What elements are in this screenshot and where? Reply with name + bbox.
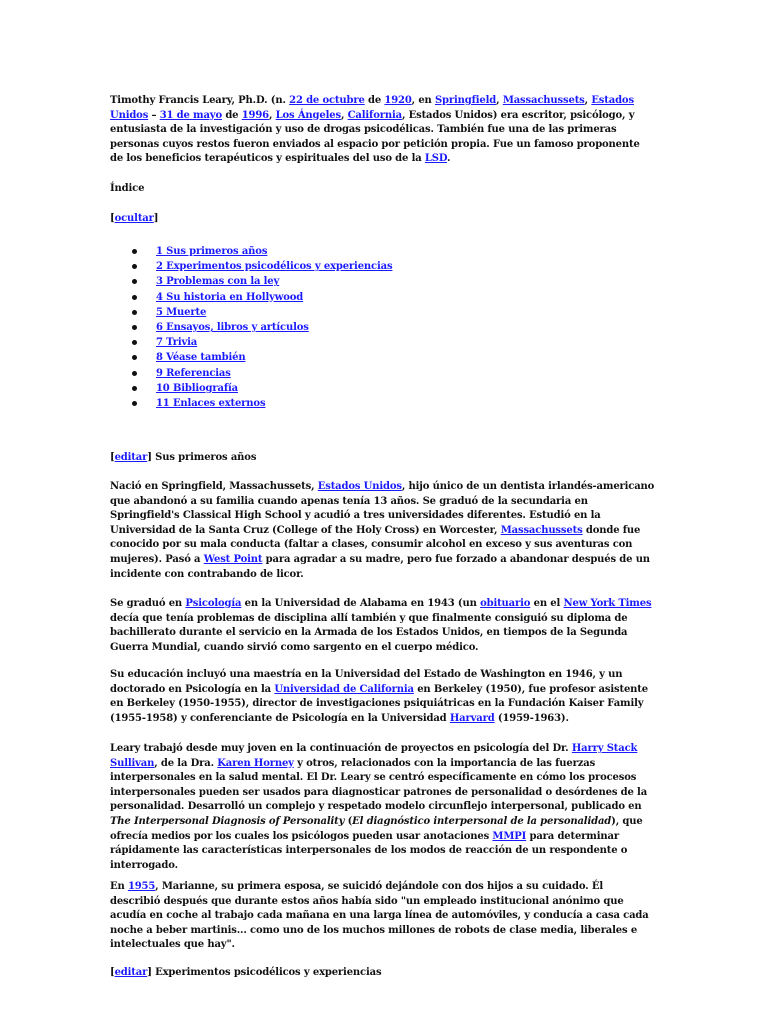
text: , [268,109,276,121]
paragraph-4 [110,742,655,873]
link-harry-stack-sullivan[interactable]: Harry Stack Sullivan [110,743,638,769]
link-west-point[interactable]: West Point [203,553,263,565]
paragraph-2 [110,597,655,655]
text: Se graduó en [110,598,186,609]
intro-paragraph [110,94,655,167]
link-karen-horney[interactable]: Karen Horney [217,757,294,769]
bullet-icon [132,355,137,360]
link-harvard[interactable]: Harvard [449,712,495,724]
toc-link[interactable]: 1 Sus primeros años [156,246,268,257]
link-springfield[interactable]: Springfield [434,95,497,106]
toc-link[interactable]: 8 Véase también [156,352,246,364]
link-estados-unidos[interactable]: Estados Unidos [317,481,402,492]
bullet-icon [132,401,137,406]
section-heading-primeros-anos: [editar] Sus primeros años [110,452,257,463]
toc-item [132,320,392,335]
text: ( [344,815,353,827]
toc-list [132,244,392,411]
section-heading-experimentos: [editar] Experimentos psicodélicos y experiencias [110,967,382,978]
bullet-icon [132,325,137,330]
book-title: The Interpersonal Diagnosis of Personality [110,815,345,827]
section-title: Sus primeros años [151,452,257,463]
text: , Marianne, su primera esposa, se suicidó dejándole con dos hijos a su cuidado. Él describió después que durante estos años había sido "un empleado institucional anónimo que acudía en coche al trabajo cada mañana en una larga línea de automóviles, y conducía a casa cada noche a beber martinis... como uno de los muchos millones de robots de clase media, liberales e intelectuales que hay". [110,881,649,951]
link-psicologia[interactable]: Psicología [185,598,242,609]
toc-item [132,244,392,259]
toc-title: Índice [110,183,145,194]
paragraph-1 [110,480,655,582]
text: Nació en Springfield, Massachussets, [110,481,318,492]
text: . [447,153,451,165]
text: , [340,109,348,121]
link-new-york-times[interactable]: New York Times [563,598,652,609]
toc-item [132,335,392,350]
toc-link[interactable]: 9 Referencias [156,367,231,379]
link-death-year[interactable]: 1996 [241,109,269,121]
text: en la Universidad de Alabama en 1943 (un [241,598,481,609]
toc-link[interactable]: 2 Experimentos psicodélicos y experiencias [156,261,393,273]
edit-section-link[interactable]: editar [114,452,148,463]
text: , [496,95,503,106]
toc-link[interactable]: 10 Bibliografía [156,382,238,394]
text: Leary trabajó desde muy joven en la continuación de proyectos en psicología del Dr. [110,743,572,754]
toc-link[interactable]: 3 Problemas con la ley [156,276,280,288]
text: Timothy Francis Leary, Ph.D. (n. [110,95,290,106]
toc-item [132,381,392,396]
section-title: Experimentos psicodélicos y experiencias [151,967,382,978]
text: y otros, relacionados con la importancia de las fuerzas interpersonales en la salud mental. El Dr. Leary se centró específicamente en cómo los procesos interpersonales pueden ser usados para diagnosticar patrones de personalidad o desórdenes de la personalidad. Desarrolló un complejo y respetado modelo circunflejo interpersonal, publicado en [110,757,648,813]
link-1955[interactable]: 1955 [127,881,156,892]
text: de [364,95,385,106]
text: En [110,881,128,892]
toc-item [132,396,392,411]
bullet-icon [132,386,137,391]
toc-link[interactable]: 6 Ensayos, libros y artículos [156,321,309,333]
text: ), que ofrecía medios por los cuales los psicólogos pueden usar anotaciones [110,815,643,842]
link-massachussets[interactable]: Massachussets [500,524,583,536]
toc-link[interactable]: 4 Su historia en Hollywood [156,291,304,303]
link-birth-date[interactable]: 22 de octubre [289,95,365,106]
link-obituario[interactable]: obituario [480,598,531,609]
toc-item [132,259,392,274]
link-massachussets[interactable]: Massachussets [502,95,585,106]
text: , hijo único de un dentista irlandés-americano que abandonó a su familia cuando apenas tenía 13 años. Se graduó de la secundaria en Springfield's Classical High School y acudió a tres universidades diferentes. Estudió en la Universidad de la Santa Cruz (College of the Holy Cross) en Worcester, [110,481,655,536]
text: para determinar rápidamente las características interpersonales de los modos de reacción de un respondente o interrogado. [110,830,628,871]
toc-item [132,350,392,365]
text: , Estados Unidos) era escritor, psicólogo, y entusiasta de la investigación y uso de drogas psicodélicas. También fue una de las primeras personas cuyos restos fueron enviados al espacio por petición propia. Fue un famoso proponente de los beneficios terapéuticos y espirituales del uso de la [110,109,640,165]
text: en el [530,598,564,609]
paragraph-3 [110,668,655,726]
text: para agradar a su madre, pero fue forzado a abandonar después de un incidente con contrabando de licor. [110,553,650,580]
edit-section-link[interactable]: editar [114,967,148,978]
text: donde fue conocido por su mala conducta (faltar a clases, consumir alcohol en exceso y sus aventuras con mujeres). Pasó a [110,524,641,565]
toc-item [132,305,392,320]
bullet-icon [132,264,137,269]
link-universidad-california[interactable]: Universidad de California [274,683,414,695]
link-mmpi[interactable]: MMPI [492,830,527,842]
text: , en [411,95,435,106]
toc-link[interactable]: 5 Muerte [156,306,207,318]
bullet-icon [132,295,137,300]
toc-link[interactable]: 7 Trivia [156,337,198,349]
text: , [584,95,592,106]
toc-item [132,290,392,305]
bullet-icon [132,249,137,254]
text: decía que tenía problemas de disciplina allí también y que finalmente consiguió su diploma de bachillerato durante el servicio en la Armada de los Estados Unidos, en tiempos de la Segunda Guerra Mundial, cuando sirvió como sargento en el cuerpo médico. [110,612,628,653]
text: (1959-1963). [494,712,569,724]
toc-item [132,274,392,289]
link-california[interactable]: California [347,109,402,121]
text: – [148,109,160,121]
book-title-translation: El diagnóstico interpersonal de la personalidad [352,815,612,827]
bullet-icon [132,371,137,376]
bullet-icon [132,279,137,284]
text: de [221,109,242,121]
toc-hide-link[interactable]: ocultar [114,213,154,224]
toc-link[interactable]: 11 Enlaces externos [156,397,266,409]
text: en Berkeley (1950), fue profesor asistente en Berkeley (1950-1955), director de investigaciones psiquiátricas en la Fundación Kaiser Family (1955-1958) y conferenciante de Psicología en la Universidad [110,683,648,724]
link-los-angeles[interactable]: Los Ángeles [275,109,341,121]
toc-toggle: [ocultar] [110,213,159,224]
link-birth-year[interactable]: 1920 [384,95,412,106]
link-estados-unidos[interactable]: Estados Unidos [110,95,634,121]
link-lsd[interactable]: LSD [424,153,448,165]
link-death-date[interactable]: 31 de mayo [159,109,222,121]
text: , de la Dra. [154,757,218,769]
toc-item [132,366,392,381]
paragraph-5 [110,880,655,953]
bullet-icon [132,310,137,315]
bullet-icon [132,340,137,345]
text: Su educación incluyó una maestría en la Universidad del Estado de Washington en 1946, y un doctorado en Psicología en la [110,669,623,695]
